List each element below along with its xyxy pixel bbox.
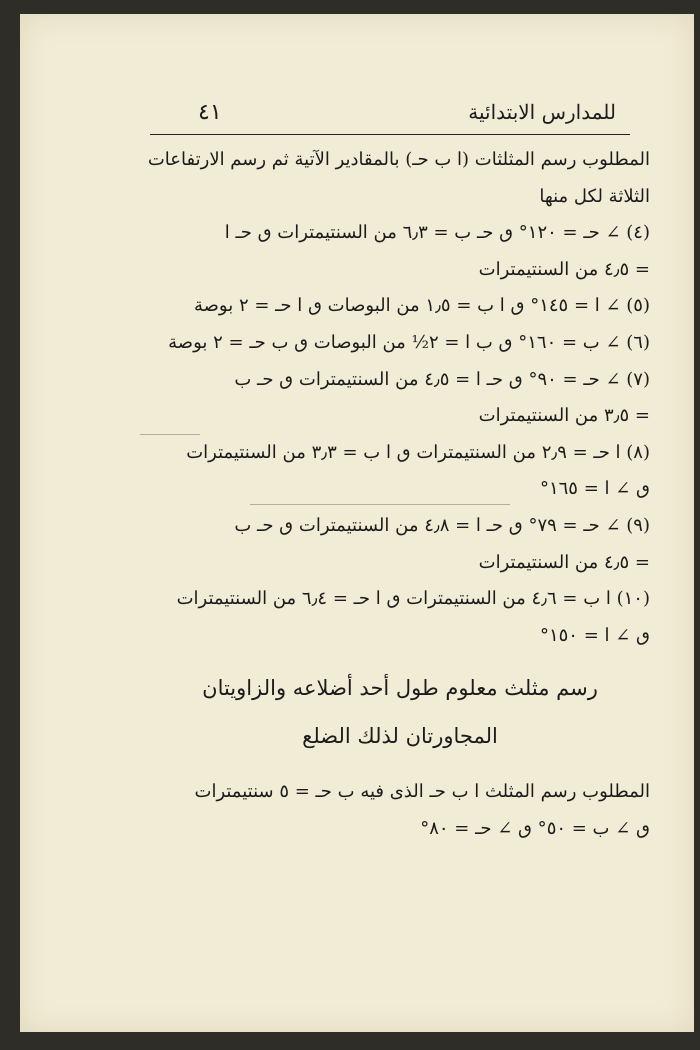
exercise-10-line: (١٠) ا ب = ٤٫٦ من السنتيمترات ٯ ا حـ = ٦٫٤ من السنتيمترات — [176, 588, 650, 610]
exercise-4-line: = ٤٫٥ من السنتيمترات — [478, 258, 650, 280]
section-text-line: المطلوب رسم المثلث ا ب حـ الذى فيه ب حـ = ٥ سنتيمترات — [194, 781, 650, 803]
page-body — [147, 142, 650, 848]
exercise-7-line: (٧) ∠ حـ = ٩٠° ٯ حـ ا = ٤٫٥ من السنتيمترات ٯ حـ ب — [234, 368, 650, 390]
intro-line: الثلاثة لكل منها — [539, 185, 650, 207]
intro-line: المطلوب رسم المثلثات (ا ب حـ) بالمقادير الآتية ثم رسم الارتفاعات — [147, 149, 650, 170]
exercise-4-line: (٤) ∠ حـ = ١٢٠° ٯ حـ ب = ٦٫٣ من السنتيمترات ٯ حـ ا — [224, 222, 650, 244]
section-title: المجاورتان لذلك الضلع — [302, 724, 498, 749]
exercise-8-line: ٯ ∠ ا = ١٦٥° — [539, 478, 650, 500]
exercise-8-line: (٨) ا حـ = ٢٫٩ من السنتيمترات ٯ ا ب = ٣٫٣ من السنتيمترات — [186, 441, 650, 463]
exercise-9-line: (٩) ∠ حـ = ٧٩° ٯ حـ ا = ٤٫٨ من السنتيمترات ٯ حـ ب — [234, 514, 650, 536]
running-title: للمدارس الابتدائية — [468, 100, 616, 124]
exercise-5-line: (٥) ∠ ا = ١٤٥° ٯ ا ب = ١٫٥ من البوصات ٯ ا حـ = ٢ بوصة — [193, 295, 650, 317]
exercise-10-line: ٯ ∠ ا = ١٥٠° — [539, 624, 650, 646]
page-header — [150, 94, 630, 135]
book-page — [20, 14, 694, 1032]
exercise-9-line: = ٤٫٥ من السنتيمترات — [478, 551, 650, 573]
section-text-line: ٯ ∠ ب = ٥٠° ٯ ∠ حـ = ٨٠° — [420, 817, 650, 839]
page-number: ٤١ — [198, 100, 222, 125]
section-title: رسم مثلث معلوم طول أحد أضلاعه والزاويتان — [202, 676, 598, 701]
exercise-7-line: = ٣٫٥ من السنتيمترات — [478, 405, 650, 427]
exercise-6-line: (٦) ∠ ب = ١٦٠° ٯ ب ا = ٢½ من البوصات ٯ ب حـ = ٢ بوصة — [168, 331, 650, 353]
